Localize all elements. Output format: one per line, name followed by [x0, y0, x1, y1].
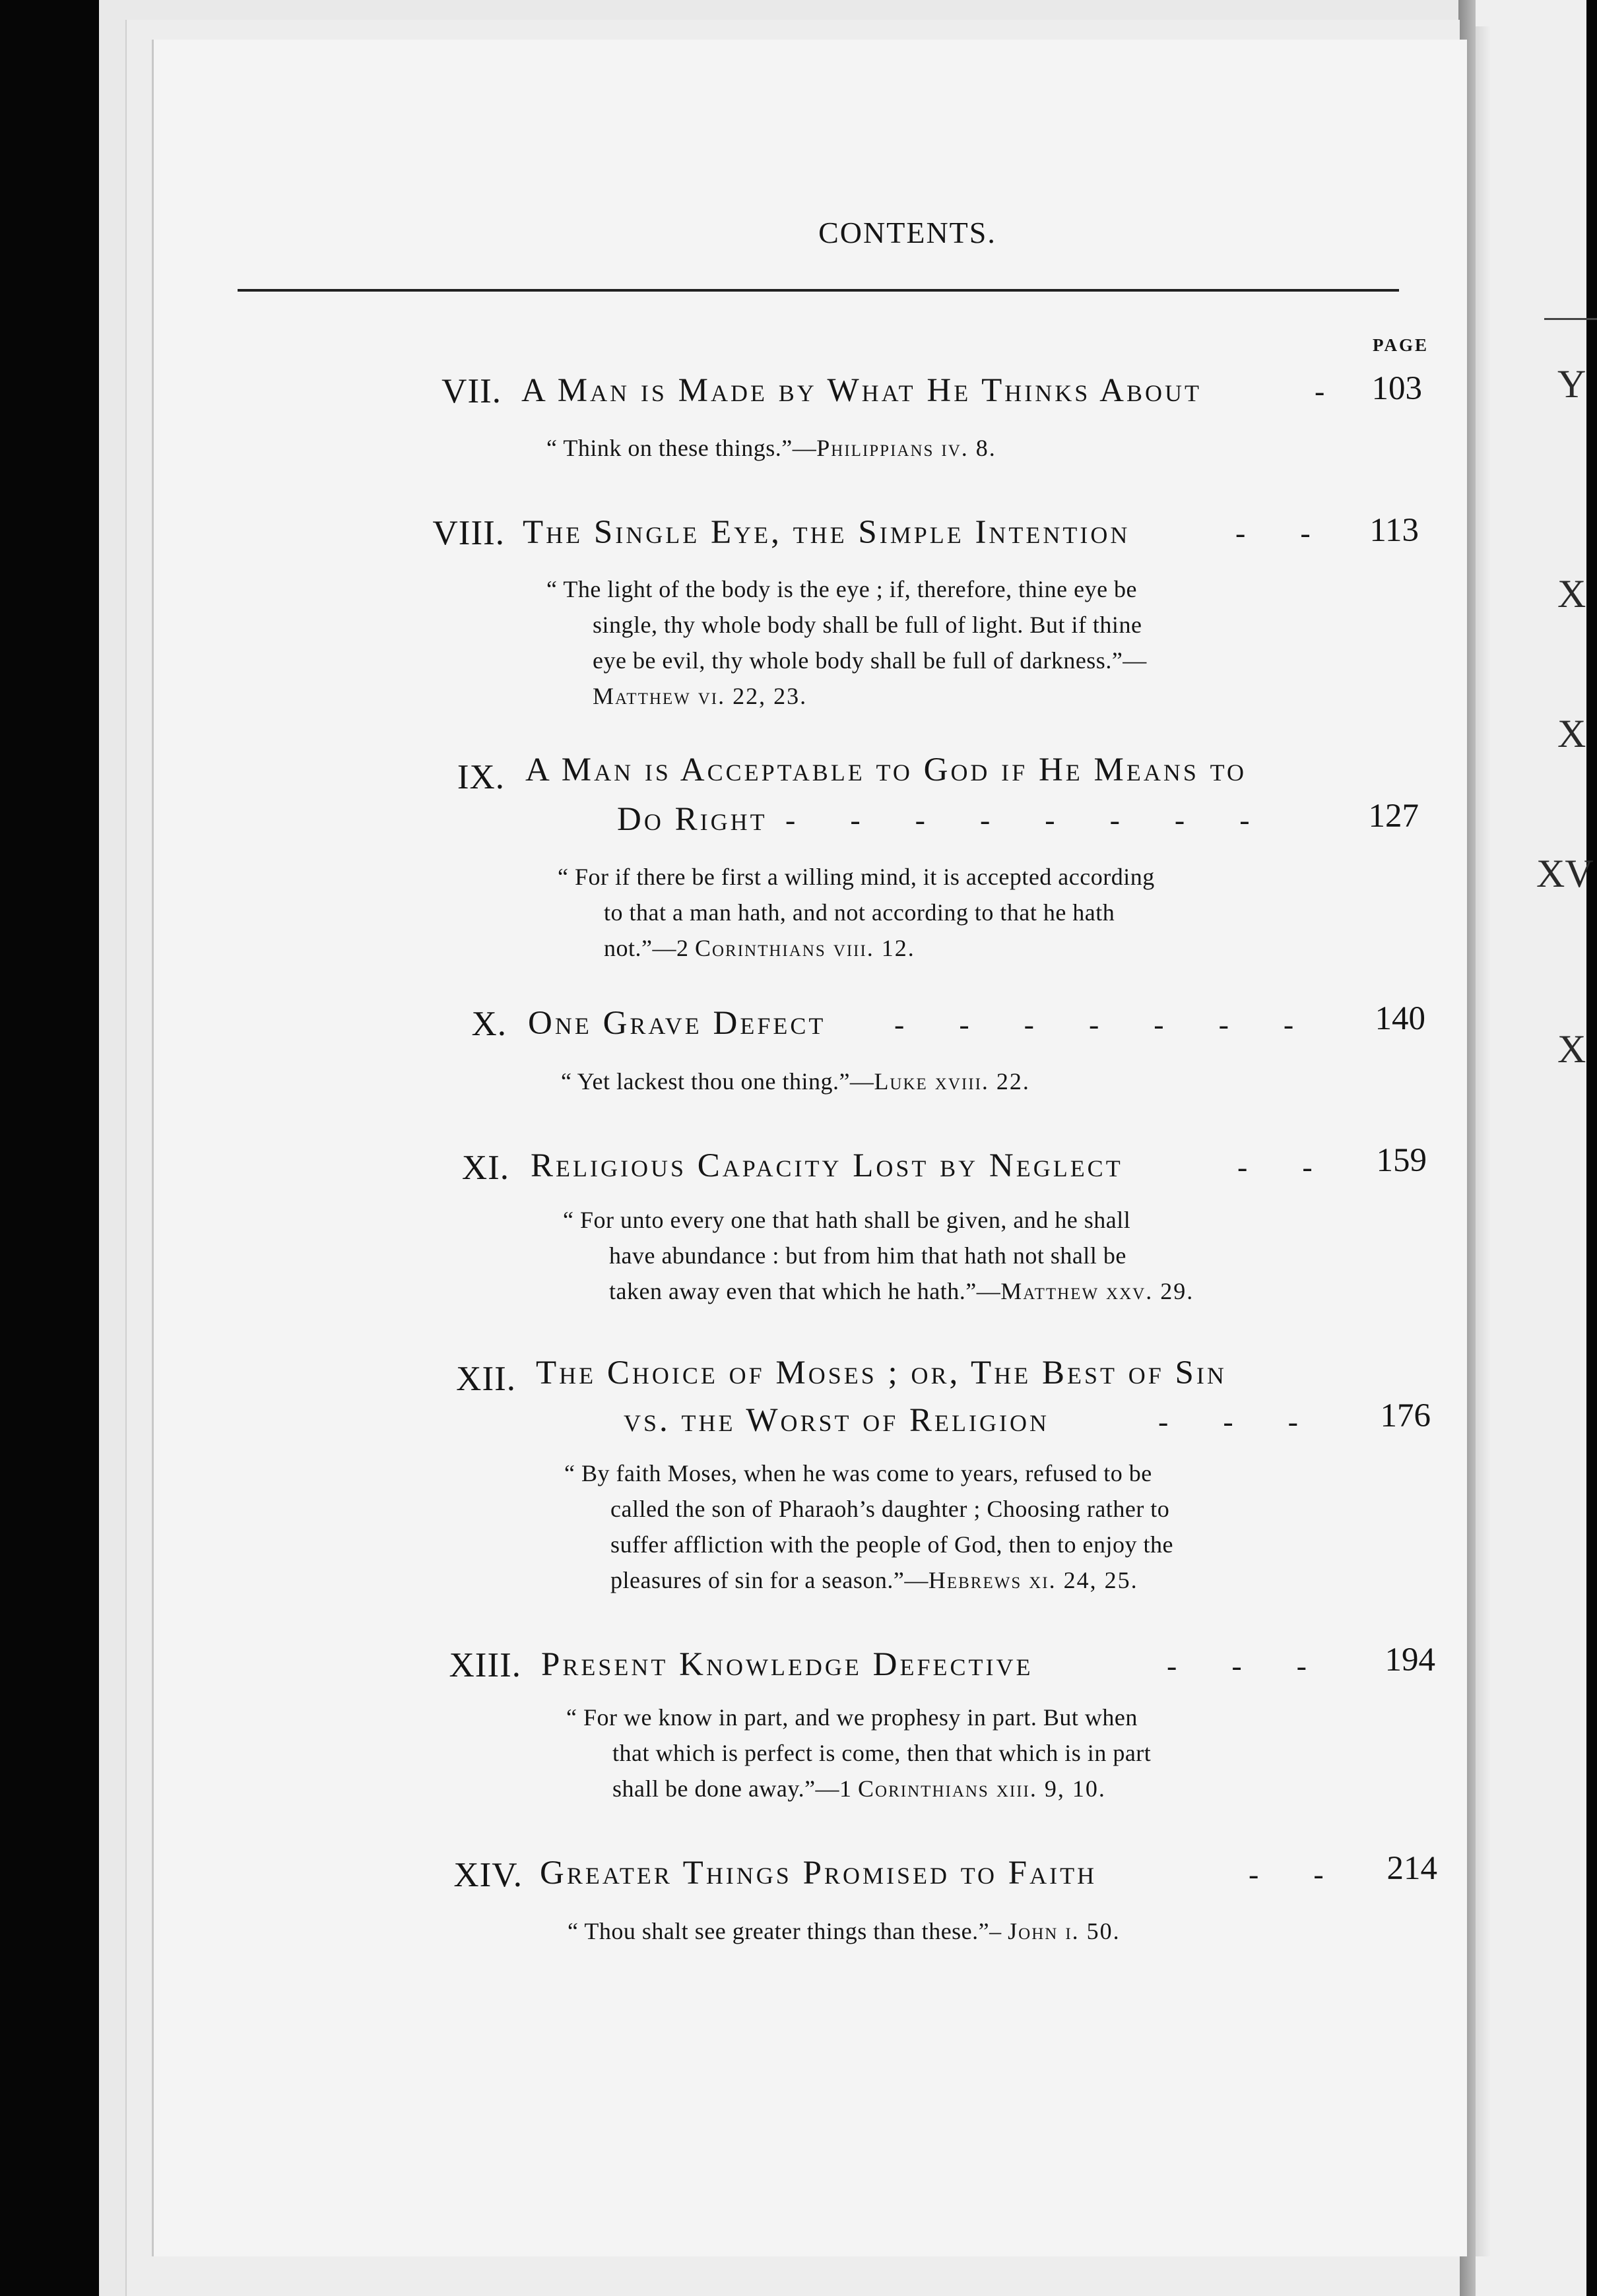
facing-page-fragment: Y	[1557, 362, 1586, 406]
chapter-title: A Man is Made by What He Thinks About	[521, 372, 1202, 409]
chapter-title: Present Knowledge Defective	[541, 1646, 1033, 1683]
epigraph-line	[566, 1771, 1151, 1806]
chapter-title: The Choice of Moses ; or, The Best of Sin	[536, 1355, 1227, 1391]
scripture-reference: Hebrews xi. 24, 25.	[928, 1567, 1138, 1593]
chapter-title: A Man is Acceptable to God if He Means to	[525, 751, 1247, 788]
epigraph-line: “ For unto every one that hath shall be given, and he shall	[563, 1207, 1131, 1233]
dot-leader: -	[1315, 374, 1326, 408]
epigraph-text: shall be done away.”—1	[612, 1775, 859, 1802]
epigraph	[546, 571, 1147, 714]
epigraph-text: not.”—2	[604, 935, 695, 961]
chapter-numeral: XIV.	[453, 1856, 523, 1894]
dot-leader: - - -	[1158, 1405, 1299, 1438]
epigraph-text: “ Think on these things.”—	[546, 435, 817, 461]
dot-leader: - -	[1235, 516, 1312, 550]
epigraph	[546, 430, 996, 466]
epigraph-line: called the son of Pharaoh’s daughter ; Choosing rather to	[610, 1496, 1170, 1522]
epigraph	[564, 1455, 1173, 1598]
chapter-numeral: XII.	[456, 1360, 516, 1398]
chapter-title: Religious Capacity Lost by Neglect	[531, 1147, 1123, 1184]
epigraph-line: eye be evil, thy whole body shall be full of darkness.”—	[593, 647, 1147, 674]
page-number: 159	[1376, 1142, 1427, 1179]
page-number: 113	[1369, 512, 1419, 549]
page-number: 140	[1375, 1000, 1425, 1037]
chapter-numeral: VII.	[441, 372, 502, 410]
epigraph	[561, 1064, 1030, 1099]
epigraph-line	[561, 1064, 1030, 1099]
chapter-title-continued: vs. the Worst of Religion	[624, 1402, 1049, 1439]
chapter-numeral: XI.	[461, 1149, 509, 1187]
page-column-label: PAGE	[1373, 335, 1429, 355]
epigraph	[558, 859, 1155, 966]
scripture-reference: Corinthians viii. 12.	[694, 935, 915, 961]
header-rule	[238, 289, 1399, 292]
facing-page-rule	[1544, 318, 1597, 320]
scripture-reference: Corinthians xiii. 9, 10.	[858, 1775, 1106, 1802]
epigraph-text: pleasures of sin for a season.”—	[610, 1567, 929, 1593]
scripture-reference: Matthew vi. 22, 23.	[593, 683, 808, 709]
epigraph-line: to that a man hath, and not according to that he hath	[604, 899, 1115, 926]
facing-page-fragment: X	[1557, 712, 1586, 755]
chapter-numeral: IX.	[457, 758, 505, 796]
dot-leader: - -	[1237, 1150, 1314, 1184]
chapter-numeral: X.	[471, 1005, 507, 1043]
page-number: 214	[1386, 1850, 1437, 1887]
page-gutter-edge	[1476, 26, 1490, 2256]
epigraph-line	[568, 1913, 1121, 1949]
dot-leader: - - -	[1167, 1649, 1308, 1682]
epigraph-line: that which is perfect is come, then that which is in part	[612, 1740, 1152, 1766]
epigraph-line: have abundance : but from him that hath not shall be	[609, 1242, 1126, 1269]
dot-leader: - - - - - - - -	[785, 803, 1251, 837]
epigraph-line: “ For we know in part, and we prophesy in part. But when	[566, 1704, 1138, 1731]
epigraph-text: taken away even that which he hath.”—	[609, 1278, 1001, 1304]
chapter-title-continued: Do Right	[617, 801, 767, 838]
page-title: CONTENTS.	[818, 216, 996, 249]
epigraph-line	[558, 930, 1155, 966]
epigraph-line	[546, 678, 1147, 714]
facing-page-fragment: X	[1557, 1027, 1586, 1071]
facing-page-fragment: XV	[1536, 852, 1594, 895]
dot-leader: - -	[1249, 1857, 1325, 1891]
epigraph-line: “ For if there be first a willing mind, it is accepted according	[558, 864, 1155, 890]
epigraph	[563, 1202, 1194, 1309]
scripture-reference: John i. 50.	[1008, 1918, 1121, 1944]
page-number: 194	[1385, 1642, 1435, 1678]
chapter-title: The Single Eye, the Simple Intention	[523, 514, 1130, 551]
page-number: 176	[1380, 1397, 1431, 1434]
scripture-reference: Luke xviii. 22.	[874, 1068, 1030, 1095]
page-number: 103	[1371, 370, 1422, 407]
chapter-numeral: XIII.	[449, 1646, 521, 1684]
epigraph-line: “ By faith Moses, when he was come to years, refused to be	[564, 1460, 1152, 1486]
epigraph-line	[564, 1562, 1173, 1598]
epigraph-text: “ Thou shalt see greater things than these.”–	[568, 1918, 1008, 1944]
scripture-reference: Matthew xxv. 29.	[1000, 1278, 1194, 1304]
epigraph-line	[546, 430, 996, 466]
epigraph-line	[563, 1273, 1194, 1309]
epigraph	[568, 1913, 1121, 1949]
epigraph-line: single, thy whole body shall be full of light. But if thine	[593, 612, 1142, 638]
facing-page-fragment: X	[1557, 572, 1586, 616]
epigraph-text: “ Yet lackest thou one thing.”—	[561, 1068, 874, 1095]
chapter-numeral: VIII.	[432, 514, 505, 552]
dot-leader: - - - - - - -	[894, 1007, 1295, 1041]
chapter-title: Greater Things Promised to Faith	[540, 1855, 1097, 1892]
epigraph-line: suffer affliction with the people of God, then to enjoy the	[610, 1531, 1173, 1558]
epigraph	[566, 1700, 1151, 1806]
page-number: 127	[1368, 798, 1419, 835]
epigraph-line: “ The light of the body is the eye ; if, therefore, thine eye be	[546, 576, 1138, 602]
chapter-title: One Grave Defect	[528, 1005, 826, 1042]
scripture-reference: Philippians iv. 8.	[816, 435, 996, 461]
